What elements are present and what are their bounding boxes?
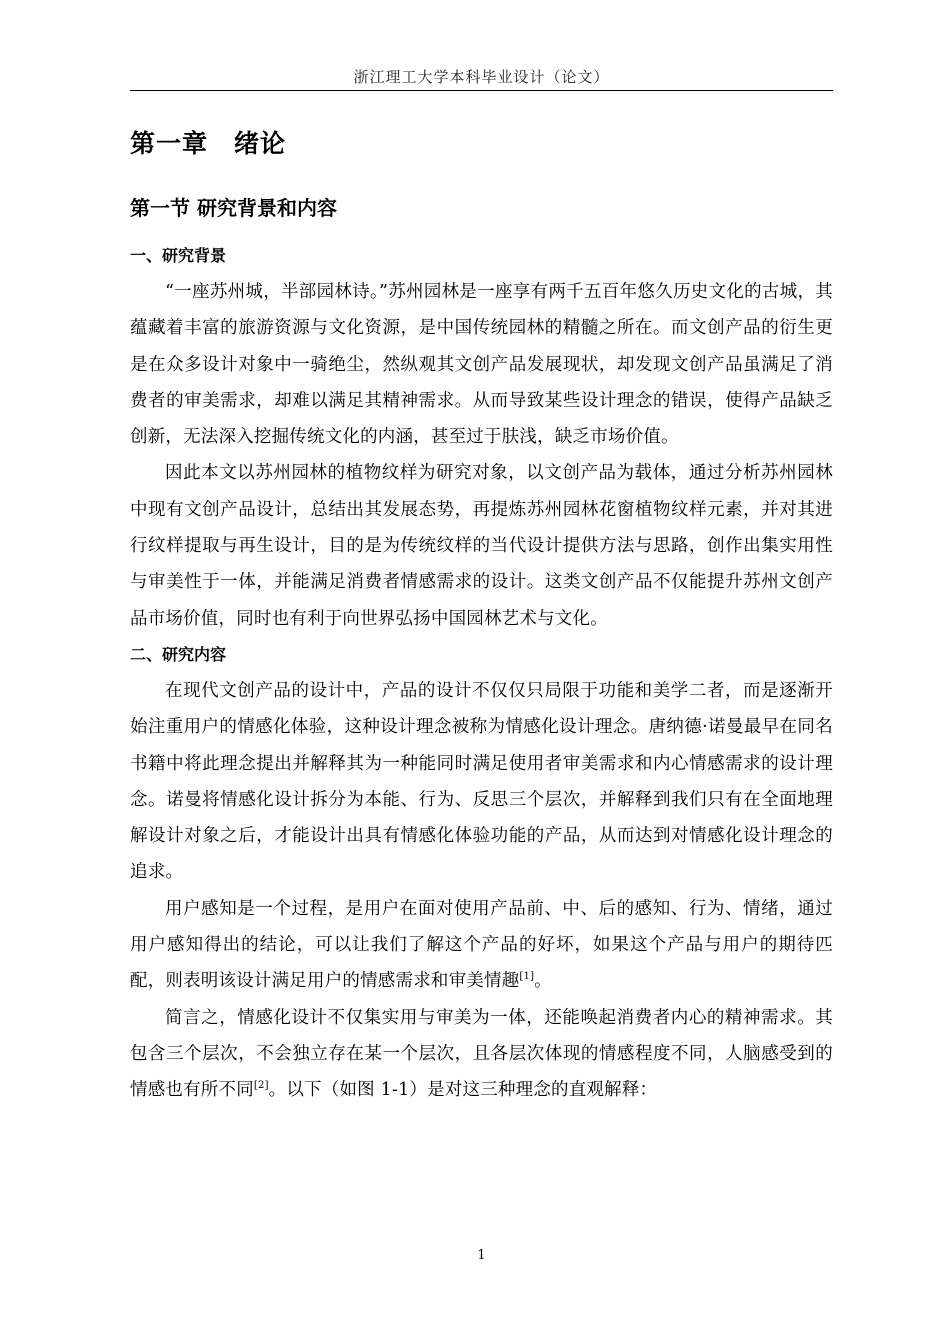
paragraph-text: 用户感知是一个过程，是用户在面对使用产品前、中、后的感知、行为、情绪，通过用户感知得出的结论，可以让我们了解这个产品的好坏，如果这个产品与用户的期待匹配，则表明该设计满足用户的情感需求和审美情趣 <box>130 898 833 992</box>
content-paragraph-1: 在现代文创产品的设计中，产品的设计不仅仅只局限于功能和美学二者，而是逐渐开始注重用户的情感化体验，这种设计理念被称为情感化设计理念。唐纳德·诺曼最早在同名书籍中将此理念提出并解释其为一种能同时满足使用者审美需求和内心情感需求的设计理念。诺曼将情感化设计拆分为本能、行为、反思三个层次，并解释到我们只有在全面地理解设计对象之后，才能设计出具有情感化体验功能的产品，从而达到对情感化设计理念的追求。 <box>130 680 833 883</box>
content-paragraph-3 <box>130 1000 833 1109</box>
background-paragraph-1: “一座苏州城，半部园林诗。”苏州园林是一座享有两千五百年悠久历史文化的古城，其蕴藏着丰富的旅游资源与文化资源，是中国传统园林的精髓之所在。而文创产品的衍生更是在众多设计对象中一骑绝尘，然纵观其文创产品发展现状，却发现文创产品虽满足了消费者的审美需求，却难以满足其精神需求。从而导致某些设计理念的错误，使得产品缺乏创新，无法深入挖掘传统文化的内涵，甚至过于肤浅，缺乏市场价值。 <box>130 282 833 448</box>
subsection-heading-content: 二、研究内容 <box>130 644 227 664</box>
header-rule <box>130 90 833 91</box>
citation-ref-2: [2] <box>253 1080 269 1092</box>
chapter-title <box>130 124 286 160</box>
chapter-name: 绪论 <box>234 129 287 158</box>
paragraph-text: 简言之，情感化设计不仅集实用与审美为一体，还能唤起消费者内心的精神需求。其包含三个层次，不会独立存在某一个层次，且各层次体现的情感程度不同，人脑感受到的情感也有所不同 <box>130 1007 833 1101</box>
citation-ref-1: [1] <box>519 971 535 983</box>
background-paragraph-2: 因此本文以苏州园林的植物纹样为研究对象，以文创产品为载体，通过分析苏州园林中现有文创产品设计，总结出其发展态势，再提炼苏州园林花窗植物纹样元素，并对其进行纹样提取与再生设计，目的是为传统纹样的当代设计提供方法与思路，创作出集实用性与审美性于一体，并能满足消费者情感需求的设计。这类文创产品不仅能提升苏州文创产品市场价值，同时也有利于向世界弘扬中国园林艺术与文化。 <box>130 463 833 629</box>
content-paragraph-2 <box>130 891 833 1000</box>
body-content <box>130 238 833 1109</box>
paragraph-tail: 。 <box>534 971 552 992</box>
page-number: 1 <box>477 1248 486 1263</box>
page-header: 浙江理工大学本科毕业设计（论文） <box>353 68 610 86</box>
chapter-number: 第一章 <box>130 129 209 158</box>
subsection-heading-background: 一、研究背景 <box>130 246 227 265</box>
paragraph-tail: 。以下（如图 1-1）是对这三种理念的直观解释： <box>268 1080 658 1101</box>
section-title: 第一节 研究背景和内容 <box>130 196 337 220</box>
